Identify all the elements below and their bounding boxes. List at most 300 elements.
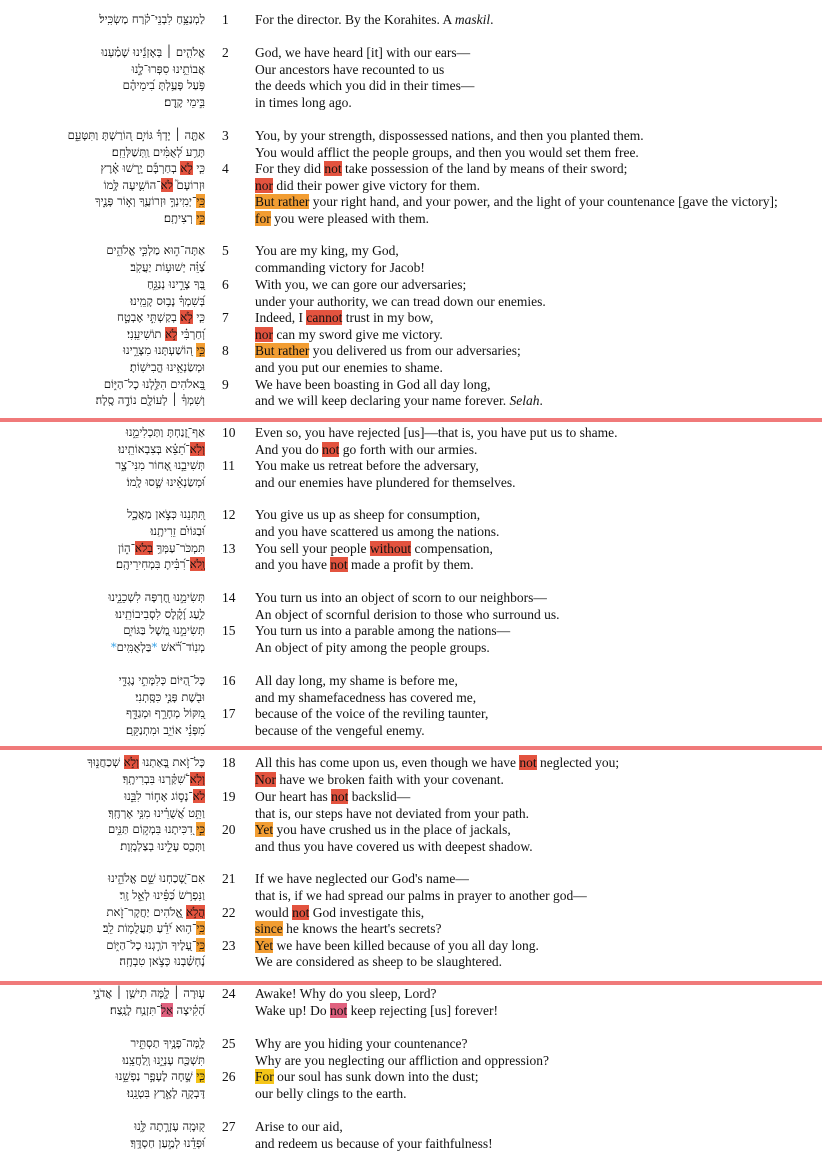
text-segment: and we will keep declaring your name forever. [255,393,510,408]
verse-line [0,937,825,954]
verse-line [0,1002,825,1019]
verse-number: 22 [222,905,236,920]
verse-number: 20 [222,822,236,837]
hebrew-text [103,920,205,937]
highlighted-word: cannot [306,310,343,325]
hebrew-text [123,77,205,94]
highlighted-word: not [322,442,340,457]
text-segment: כִּ֤י [192,161,205,175]
text-segment: An object of scornful derision to those who surround us. [255,607,560,622]
text-segment: לַמְנַצֵּ֥חַ לִבְנֵי־קֹ֗רַח מַשְׂכִּֽיל׃ [99,12,205,26]
english-text [255,1052,549,1069]
text-segment: מְנֽוֹד־רֹ֝֗אשׁ [157,640,205,654]
section-divider [0,418,822,422]
hebrew-text [106,242,205,259]
highlighted-word: וְֽלֹא [189,557,205,571]
highlighted-word: without [369,541,412,556]
english-text [255,754,619,771]
text-segment: Indeed, I [255,310,307,325]
english-text [255,589,547,606]
verse-line [0,11,825,28]
english-text [255,1068,479,1085]
hebrew-text [108,589,205,606]
text-segment: ע֤וּרָה ׀ לָ֖מָּה תִישַׁ֥ן ׀ אֲדֹנָ֑י [92,986,205,1000]
english-text [255,77,474,94]
text-segment: An object of pity among the people groups. [255,640,490,655]
english-text [255,904,424,921]
english-text [255,424,618,441]
text-segment: אֲבוֹתֵ֥ינוּ סִפְּרוּ־לָ֑נוּ [131,62,205,76]
english-text [255,1118,343,1135]
verse-number: 18 [222,755,236,770]
english-text [255,506,480,523]
verse-line [0,689,825,706]
english-text [255,920,442,937]
text-segment: you delivered us from our adversaries; [309,343,521,358]
highlighted-word: not [330,557,348,572]
hebrew-text [147,276,205,293]
hebrew-text [107,904,205,921]
text-segment: keep rejecting [us] forever! [347,1003,498,1018]
verse-line [0,506,825,523]
verse-line [0,771,825,788]
english-text [255,771,504,788]
hebrew-text [120,838,205,855]
verse-number: 3 [222,128,229,143]
verse-line [0,424,825,441]
text-segment: made a profit by them. [347,557,474,572]
verse-line [0,326,825,343]
highlighted-word: בְלֹא [135,541,153,555]
hebrew-text [164,210,205,227]
text-segment: מִ֭קּוֹל מְחָרֵ֣ף וּמְגַדֵּ֑ף [126,706,205,720]
highlighted-word: not [331,789,349,804]
text-segment: All this has come upon us, even though we have [255,755,520,770]
hebrew-text [95,193,205,210]
text-segment: Why are you neglecting our affliction and oppression? [255,1053,550,1068]
verse-number: 8 [222,343,229,358]
verse-line [0,953,825,970]
english-text [255,985,436,1002]
section-divider [0,746,822,750]
text-segment: compensation, [411,541,493,556]
text-segment: תִּ֭תְּנֵנוּ כְּצֹ֣אן מַאֲכָ֑ל [127,507,205,521]
text-segment: ־נָס֣וֹג אָח֣וֹר לִבֵּ֑נוּ [124,789,193,803]
english-text [255,193,778,210]
english-text [255,61,444,78]
text-segment: ־תֵ֝צֵ֗א בְּצִבְאוֹתֵֽינוּ׃ [118,442,190,456]
highlighted-word: since [255,921,283,936]
text-segment: maskil [454,12,491,27]
text-segment: נֶ֝חְשַׁ֗בְנוּ כְּצֹ֣אן טִבְחָֽה׃ [119,954,205,968]
hebrew-text [122,1052,205,1069]
english-text [255,242,399,259]
verse-line [0,523,825,540]
text-segment: תִּשְׁכַּ֖ח עָנְיֵ֣נוּ וְֽלַחֲצֵֽנוּ׃ [122,1053,205,1067]
text-segment: שְׁכַחֲנ֑וּךָ [87,755,124,769]
text-segment: can my sword give me victory. [273,327,443,342]
english-text [255,838,533,855]
highlighted-word: כִּֽי [196,194,205,208]
verse-line [0,309,825,326]
text-segment: and our enemies have plundered for themselves. [255,475,516,490]
hebrew-text [126,722,205,739]
text-segment: וּ֝פְדֵ֗נוּ לְמַ֣עַן חַסְדֶּֽךָ׃ [130,1136,205,1150]
hebrew-text [87,754,205,771]
hebrew-text [96,392,205,409]
english-text [255,309,433,326]
text-segment: אַף־זָ֭נַחְתָּ וַתַּכְלִימֵ֑נוּ [125,425,205,439]
text-segment: Arise to our aid, [255,1119,343,1134]
highlighted-word: But rather [255,343,310,358]
text-segment: You turn us into a parable among the nations— [255,623,511,638]
verse-number: 5 [222,243,229,258]
highlighted-word: כִּֽי [196,938,205,952]
verse-number: 16 [222,673,236,688]
english-text [255,639,490,656]
english-text [255,788,410,805]
english-text [255,870,469,887]
verse-number: 2 [222,45,229,60]
hebrew-text [132,61,205,78]
hebrew-text [130,1035,205,1052]
text-segment: that is, our steps have not deviated from your path. [255,806,530,821]
section-divider [0,981,822,985]
text-segment: Our ancestors have recounted to us [255,62,445,77]
hebrew-text [68,127,205,144]
text-segment: ־שִׁ֝קַּ֗רְנוּ בִּבְרִיתֶֽךָ׃ [122,772,190,786]
text-segment: You sell your people [255,541,370,556]
verse-line [0,94,825,111]
highlighted-word: Yet [255,938,274,953]
highlighted-word: לֹא [192,789,205,803]
verse-line [0,622,825,639]
english-text [255,326,443,343]
text-segment: you were pleased with them. [270,211,429,226]
hebrew-text [118,540,205,557]
text-segment: that is, if we had spread our palms in prayer to another god— [255,888,587,903]
highlighted-word: כִּ֤י [196,1069,205,1083]
verse-line [0,376,825,393]
text-segment: רְצִיתָֽם׃ [163,211,197,225]
text-segment: All day long, my shame is before me, [255,673,458,688]
verse-line [0,160,825,177]
highlighted-word: for [255,211,271,226]
text-segment: You make us retreat before the adversary, [255,458,479,473]
text-segment: And you do [255,442,323,457]
highlighted-word: But rather [255,194,310,209]
text-segment: we have been killed because of you all day long. [273,938,539,953]
text-segment: ־רִ֝בִּ֗יתָ בִּמְחִירֵיהֶֽם׃ [115,557,190,571]
text-segment: ק֭וּמָֽה עֶזְרָ֣תָה לָּ֑נוּ [134,1119,205,1133]
hebrew-text [100,160,205,177]
verse-number: 15 [222,623,236,638]
text-segment: our belly clings to the earth. [255,1086,407,1101]
text-segment: תוֹשִׁיעֵֽנִי׃ [127,327,166,341]
english-text [255,210,429,227]
hebrew-text [127,474,205,491]
text-segment: and you have [255,557,331,572]
verse-number: 23 [222,938,236,953]
text-segment: If we have neglected our God's name— [255,871,469,886]
text-segment: אַתָּ֤ה ׀ יָדְךָ֡ גּוֹיִ֣ם ה֭וֹרַשְׁתָּ וַתִּטָּעֵ֑ם [67,128,205,142]
verse-line [0,722,825,739]
text-segment: תָּרַ֥ע לְ֝אֻמִּ֗ים וַֽתְּשַׁלְּחֵֽם׃ [111,145,205,159]
highlighted-word: כִּֽי [196,921,205,935]
english-text [255,392,543,409]
hebrew-text [119,672,205,689]
text-segment: ־ה֥וּא יֹ֝דֵ֗עַ תַּעֲלֻמ֥וֹת לֵֽב׃ [102,921,197,935]
verse-line [0,259,825,276]
verse-line [0,920,825,937]
english-text [255,293,546,310]
verse-line [0,276,825,293]
highlighted-word: Yet [255,822,274,837]
verse-number: 4 [222,161,229,176]
highlighted-word: not [292,905,310,920]
verse-number: 25 [222,1036,236,1051]
hebrew-text [115,457,205,474]
text-segment: אֱ֭לֹהִים יַחֲקָר־זֹ֑את [106,905,187,919]
highlighted-word: וְלֹֽא [189,772,205,786]
text-segment: בְּ֭ךָ צָרֵ֣ינוּ נְנַגֵּ֑חַ [147,277,205,291]
english-text [255,259,425,276]
hebrew-text [127,326,205,343]
text-segment: דָּבְקָ֖ה לָאָ֣רֶץ בִּטְנֵֽנוּ׃ [127,1086,205,1100]
text-segment: כָּל־זֹ֣את בָּ֭אַתְנוּ [139,755,205,769]
text-segment: go forth with our armies. [339,442,478,457]
hebrew-text [130,359,205,376]
english-text [255,1085,406,1102]
hebrew-text [126,424,205,441]
text-segment: וַתֵּ֥ט אֲ֝שֻׁרֵ֗ינוּ מִנִּ֥י אָרְחֶֽךָ׃ [108,806,205,820]
highlighted-word: nor [255,327,273,342]
english-text [255,359,443,376]
verse-line [0,1135,825,1152]
text-segment: in times long ago. [255,95,352,110]
text-segment: your right hand, and your power, and the light of your countenance [gave the victory]; [309,194,778,209]
hebrew-text [110,1002,205,1019]
hebrew-text [123,622,205,639]
hebrew-text [104,177,205,194]
hebrew-text [127,1085,205,1102]
verse-line [0,210,825,227]
english-text [255,127,644,144]
verse-line [0,342,825,359]
text-segment: because of the vengeful enemy. [255,723,425,738]
text-segment: אִם־שָׁ֭כַחְנוּ שֵׁ֣ם אֱלֹהֵ֑ינוּ [108,871,205,885]
verse-line [0,127,825,144]
text-segment: Selah [509,393,540,408]
verse-line [0,672,825,689]
text-segment: ־הוֹשִׁ֪יעָה לָּ֥מוֹ [103,178,161,192]
text-segment: תְּשִׁיבֵ֣נוּ אָ֭חוֹר מִנִּי־צָ֑ר [115,458,205,472]
verse-line [0,985,825,1002]
english-text [255,556,474,573]
text-segment: אַתָּה־ה֣וּא מַלְכִּ֣י אֱלֹהִ֑ים [106,243,205,257]
highlighted-word: not [519,755,537,770]
english-text [255,1035,468,1052]
english-text [255,44,470,61]
highlighted-word: כִּ֣י [196,211,205,225]
english-text [255,94,352,111]
verse-line [0,1085,825,1102]
text-segment: God, we have heard [it] with our ears— [255,45,471,60]
text-segment: Why are you hiding your countenance? [255,1036,468,1051]
english-text [255,937,539,954]
text-segment: have we broken faith with your covenant. [276,772,504,787]
verse-line [0,359,825,376]
text-segment: וּמְשַׂנְאֵ֥ינוּ הֱבִישֽׁוֹתָ׃ [129,360,205,374]
english-text [255,1002,498,1019]
hebrew-text [106,937,205,954]
text-segment: וְ֝חַרְבִּ֗י [177,327,205,341]
hebrew-text [111,639,205,656]
english-text [255,276,466,293]
verse-line [0,441,825,458]
text-segment: did their power give victory for them. [273,178,480,193]
text-segment: מִ֝פְּנֵ֗י אוֹיֵ֥ב וּמִתְנַקֵּֽם׃ [125,723,205,737]
text-segment: ־תִּזְנַ֥ח לָנֶֽצַח׃ [109,1003,161,1017]
text-segment: אֱלֹהִ֤ים ׀ בְּאָזְנֵ֬ינוּ שָׁמַ֗עְנוּ [101,45,205,59]
text-segment: would [255,905,293,920]
english-text [255,441,477,458]
hebrew-text [130,293,205,310]
text-segment: he knows the heart's secrets? [282,921,442,936]
verse-number: 7 [222,310,229,325]
text-segment: בֵּ֭אלֹהִים הִלַּ֣לְנוּ כָל־הַיּ֑וֹם [103,377,205,391]
text-segment: We are considered as sheep to be slaughtered. [255,954,503,969]
hebrew-text [115,606,205,623]
verse-line [0,193,825,210]
asterisk-marker: * [110,640,117,654]
highlighted-word: Nor [255,772,276,787]
verse-line [0,293,825,310]
verse-number: 17 [222,706,236,721]
highlighted-word: לֹא [160,178,173,192]
english-text [255,953,502,970]
text-segment: Our heart has [255,789,332,804]
hebrew-text [116,1068,205,1085]
text-segment: under your authority, we can tread down our enemies. [255,294,546,309]
verse-line [0,77,825,94]
text-segment: וּבֹ֖שֶׁת פָּנַ֣י כִּסָּֽתְנִי׃ [135,690,205,704]
english-text [255,457,479,474]
highlighted-word: הֲלֹ֣א [186,905,205,919]
verse-line [0,242,825,259]
text-segment: Awake! Why do you sleep, Lord? [255,986,437,1001]
english-text [255,523,499,540]
text-segment: הָ֝קִ֗יצָה [172,1003,205,1017]
text-segment: neglected you; [536,755,620,770]
text-segment: וַתְּכַ֖ס עָלֵ֣ינוּ בְצַלְמָֽוֶת׃ [120,839,205,853]
verse-number: 26 [222,1069,236,1084]
hebrew-text [126,705,205,722]
text-segment: דִ֭כִּיתָנוּ בִּמְק֣וֹם תַּנִּ֑ים [107,822,197,836]
english-text [255,540,493,557]
hebrew-text [164,94,205,111]
english-text [255,622,510,639]
verse-number: 27 [222,1119,236,1134]
hebrew-text [116,556,205,573]
text-segment: and redeem us because of your faithfulness! [255,1136,493,1151]
text-segment: בַּלְאֻמִּֽים [116,640,152,654]
verse-line [0,1052,825,1069]
highlighted-word: For [255,1069,274,1084]
hebrew-text [119,953,205,970]
asterisk-marker: * [151,640,158,654]
verse-line [0,177,825,194]
text-segment: You give us up as sheep for consumption, [255,507,481,522]
verse-line [0,705,825,722]
text-segment: תִּמְכֹּר־עַמְּךָ֥ [152,541,205,555]
hebrew-text [150,523,205,540]
verse-line [0,589,825,606]
hebrew-text [130,1135,205,1152]
verse-line [0,606,825,623]
verse-line [0,540,825,557]
text-segment: You turn us into an object of scorn to our neighbors— [255,590,547,605]
hebrew-text [117,309,205,326]
text-segment: trust in my bow, [342,310,434,325]
highlighted-word: לֹ֣א [165,327,178,341]
verse-line [0,887,825,904]
hebrew-text [112,144,205,161]
text-segment: . [490,12,494,27]
highlighted-word: לֹ֪א [180,161,193,175]
verse-number: 13 [222,541,236,556]
highlighted-word: כִּ֣י [196,343,205,357]
hebrew-text [101,44,205,61]
english-text [255,376,490,393]
hebrew-text [108,821,205,838]
text-segment: תְּשִׂימֵ֣נוּ מָ֭שָׁל בַּגּוֹיִ֑ם [123,623,205,637]
verse-line [0,556,825,573]
verse-line [0,61,825,78]
english-text [255,821,511,838]
highlighted-word: not [324,161,342,176]
highlighted-word: not [330,1003,348,1018]
text-segment: כָּל־הַ֭יּוֹם כְּלִמָּתִ֣י נֶגְדִּ֑י [118,673,205,687]
english-text [255,474,516,491]
verse-number: 21 [222,871,236,886]
verse-number: 1 [222,12,229,27]
verse-number: 11 [222,458,235,473]
english-text [255,11,493,28]
text-segment: We have been boasting in God all day long, [255,377,491,392]
text-segment: ־יְמִֽינְךָ֣ וּזְרוֹעֲךָ֭ וְא֣וֹר פָּנֶ֑יךָ [94,194,197,208]
text-segment: וּ֝בַגּוֹיִ֗ם זֵרִיתָֽנוּ׃ [150,524,205,538]
hebrew-text [118,441,205,458]
highlighted-word: nor [255,178,273,193]
verse-line [0,1118,825,1135]
verse-line [0,805,825,822]
text-segment: Wake up! Do [255,1003,331,1018]
highlighted-word: לֹ֣א [180,310,193,324]
text-segment: תְּשִׂימֵ֣נוּ חֶ֭רְפָּה לִשְׁכֵנֵ֑ינוּ [108,590,205,604]
verse-line [0,904,825,921]
hebrew-text [108,805,205,822]
text-segment: לַ֥עַג וָ֝קֶ֗לֶס לִסְבִיבוֹתֵֽינוּ׃ [115,607,205,621]
text-segment: שָׁ֣חָה לֶעָפָ֣ר נַפְשֵׁ֑נוּ [115,1069,197,1083]
verse-line [0,754,825,771]
hebrew-text [123,771,205,788]
text-segment: You are my king, my God, [255,243,399,258]
verse-line [0,639,825,656]
text-segment: You would afflict the people groups, and then you would set them free. [255,145,639,160]
text-segment: For they did [255,161,325,176]
verse-line [0,838,825,855]
